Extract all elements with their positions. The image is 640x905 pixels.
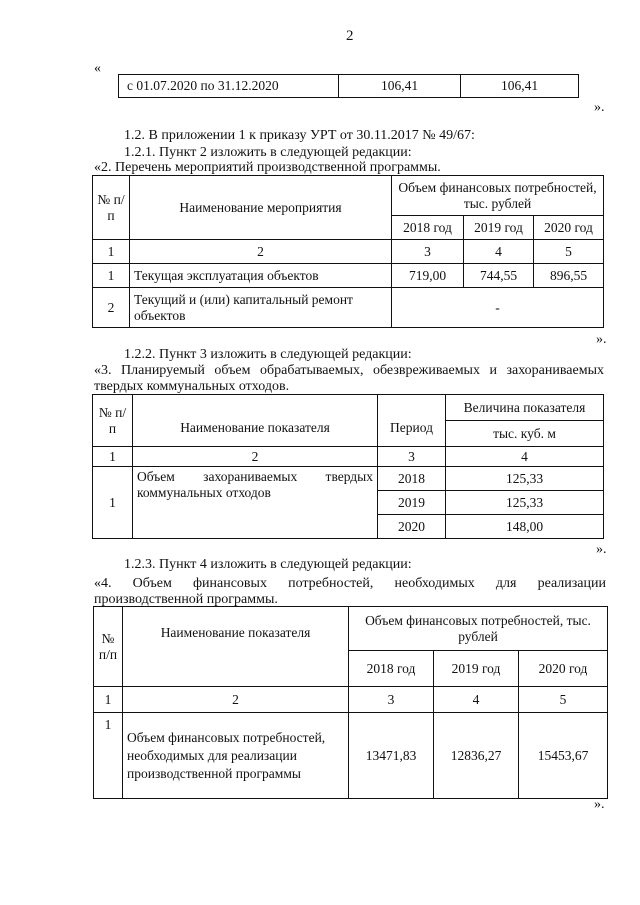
t2-header-unit: тыс. куб. м bbox=[446, 421, 604, 447]
t2-row-name bbox=[133, 467, 378, 539]
table-waste-volume bbox=[92, 394, 604, 539]
t3-year: 2020 год bbox=[519, 651, 608, 687]
t3-idx: 3 bbox=[349, 687, 434, 713]
t2-row-name-line1: Объем захораниваемых твердых bbox=[137, 469, 373, 484]
table-financial-needs bbox=[93, 606, 608, 799]
t1-r1-name: Текущая эксплуатация объектов bbox=[130, 264, 392, 288]
table-row bbox=[93, 288, 604, 328]
section-1-2-3-title-line2: производственной программы. bbox=[94, 592, 278, 607]
close-quote: ». bbox=[596, 542, 607, 557]
t2-year: 2018 bbox=[378, 467, 446, 491]
t1-idx: 5 bbox=[534, 240, 604, 264]
open-quote: « bbox=[94, 61, 101, 76]
t2-row-num: 1 bbox=[93, 467, 133, 539]
t1-year: 2018 год bbox=[392, 216, 464, 240]
section-1-2-1: 1.2.1. Пункт 2 изложить в следующей редакции: bbox=[124, 145, 412, 160]
t2-year: 2019 bbox=[378, 491, 446, 515]
page-number: 2 bbox=[346, 28, 354, 44]
t2-value: 125,33 bbox=[446, 491, 604, 515]
t2-idx: 4 bbox=[446, 447, 604, 467]
t3-row-v3: 15453,67 bbox=[519, 713, 608, 799]
t1-r2-num: 2 bbox=[93, 288, 130, 328]
t3-row-name: Объем финансовых потребностей, необходимых для реализации производственной программы bbox=[123, 713, 349, 799]
close-quote: ». bbox=[594, 100, 605, 115]
t3-row-num: 1 bbox=[94, 713, 123, 799]
t2-idx: 2 bbox=[133, 447, 378, 467]
section-1-2-2: 1.2.2. Пункт 3 изложить в следующей редакции: bbox=[124, 347, 412, 362]
t1-r1-v2: 744,55 bbox=[464, 264, 534, 288]
section-1-2-1-title: «2. Перечень мероприятий производственной программы. bbox=[94, 160, 441, 175]
section-1-2-2-title-line1: «3. Планируемый объем обрабатываемых, обезвреживаемых и захораниваемых bbox=[94, 363, 604, 378]
t1-idx: 4 bbox=[464, 240, 534, 264]
t3-header-fin: Объем финансовых потребностей, тыс. рублей bbox=[349, 607, 608, 651]
top-table bbox=[118, 74, 579, 98]
section-1-2-3-title-line1: «4. Объем финансовых потребностей, необходимых для реализации bbox=[94, 576, 606, 591]
t2-header-value: Величина показателя bbox=[446, 395, 604, 421]
t3-idx: 5 bbox=[519, 687, 608, 713]
t1-header-name: Наименование мероприятия bbox=[130, 176, 392, 240]
t2-idx: 1 bbox=[93, 447, 133, 467]
t2-idx: 3 bbox=[378, 447, 446, 467]
t3-idx: 1 bbox=[94, 687, 123, 713]
t1-r1-num: 1 bbox=[93, 264, 130, 288]
t3-year: 2018 год bbox=[349, 651, 434, 687]
t3-row-v1: 13471,83 bbox=[349, 713, 434, 799]
t1-r1-v1: 719,00 bbox=[392, 264, 464, 288]
t1-r2-value: - bbox=[392, 288, 604, 328]
t2-year: 2020 bbox=[378, 515, 446, 539]
t2-header-period: Период bbox=[378, 395, 446, 447]
table-measures bbox=[92, 175, 604, 328]
t2-value: 148,00 bbox=[446, 515, 604, 539]
table-row bbox=[93, 264, 604, 288]
close-quote: ». bbox=[596, 332, 607, 347]
t1-idx: 3 bbox=[392, 240, 464, 264]
t3-header-name: Наименование показателя bbox=[123, 607, 349, 687]
section-1-2-2-title-line2: твердых коммунальных отходов. bbox=[94, 379, 290, 394]
t1-header-fin: Объем финансовых потребностей, тыс. рублей bbox=[392, 176, 604, 216]
t1-r2-name: Текущий и (или) капитальный ремонт объектов bbox=[130, 288, 392, 328]
t1-year: 2019 год bbox=[464, 216, 534, 240]
t2-row-name-line2: коммунальных отходов bbox=[137, 485, 271, 500]
t1-idx: 1 bbox=[93, 240, 130, 264]
top-value-2: 106,41 bbox=[461, 75, 579, 98]
section-1-2-3: 1.2.3. Пункт 4 изложить в следующей редакции: bbox=[124, 557, 412, 572]
t3-header-num: № п/п bbox=[94, 607, 123, 687]
table-row bbox=[94, 713, 608, 799]
t1-year: 2020 год bbox=[534, 216, 604, 240]
section-1-2: 1.2. В приложении 1 к приказу УРТ от 30.11.2017 № 49/67: bbox=[124, 128, 475, 143]
t1-header-num: № п/п bbox=[93, 176, 130, 240]
t2-header-name: Наименование показателя bbox=[133, 395, 378, 447]
t3-year: 2019 год bbox=[434, 651, 519, 687]
t3-idx: 4 bbox=[434, 687, 519, 713]
t1-idx: 2 bbox=[130, 240, 392, 264]
table-row bbox=[93, 467, 604, 491]
t2-header-num: № п/п bbox=[93, 395, 133, 447]
t3-row-v2: 12836,27 bbox=[434, 713, 519, 799]
t3-idx: 2 bbox=[123, 687, 349, 713]
t1-r1-v3: 896,55 bbox=[534, 264, 604, 288]
close-quote: ». bbox=[594, 797, 605, 812]
t2-value: 125,33 bbox=[446, 467, 604, 491]
top-value-1: 106,41 bbox=[339, 75, 461, 98]
top-period: с 01.07.2020 по 31.12.2020 bbox=[119, 75, 339, 98]
